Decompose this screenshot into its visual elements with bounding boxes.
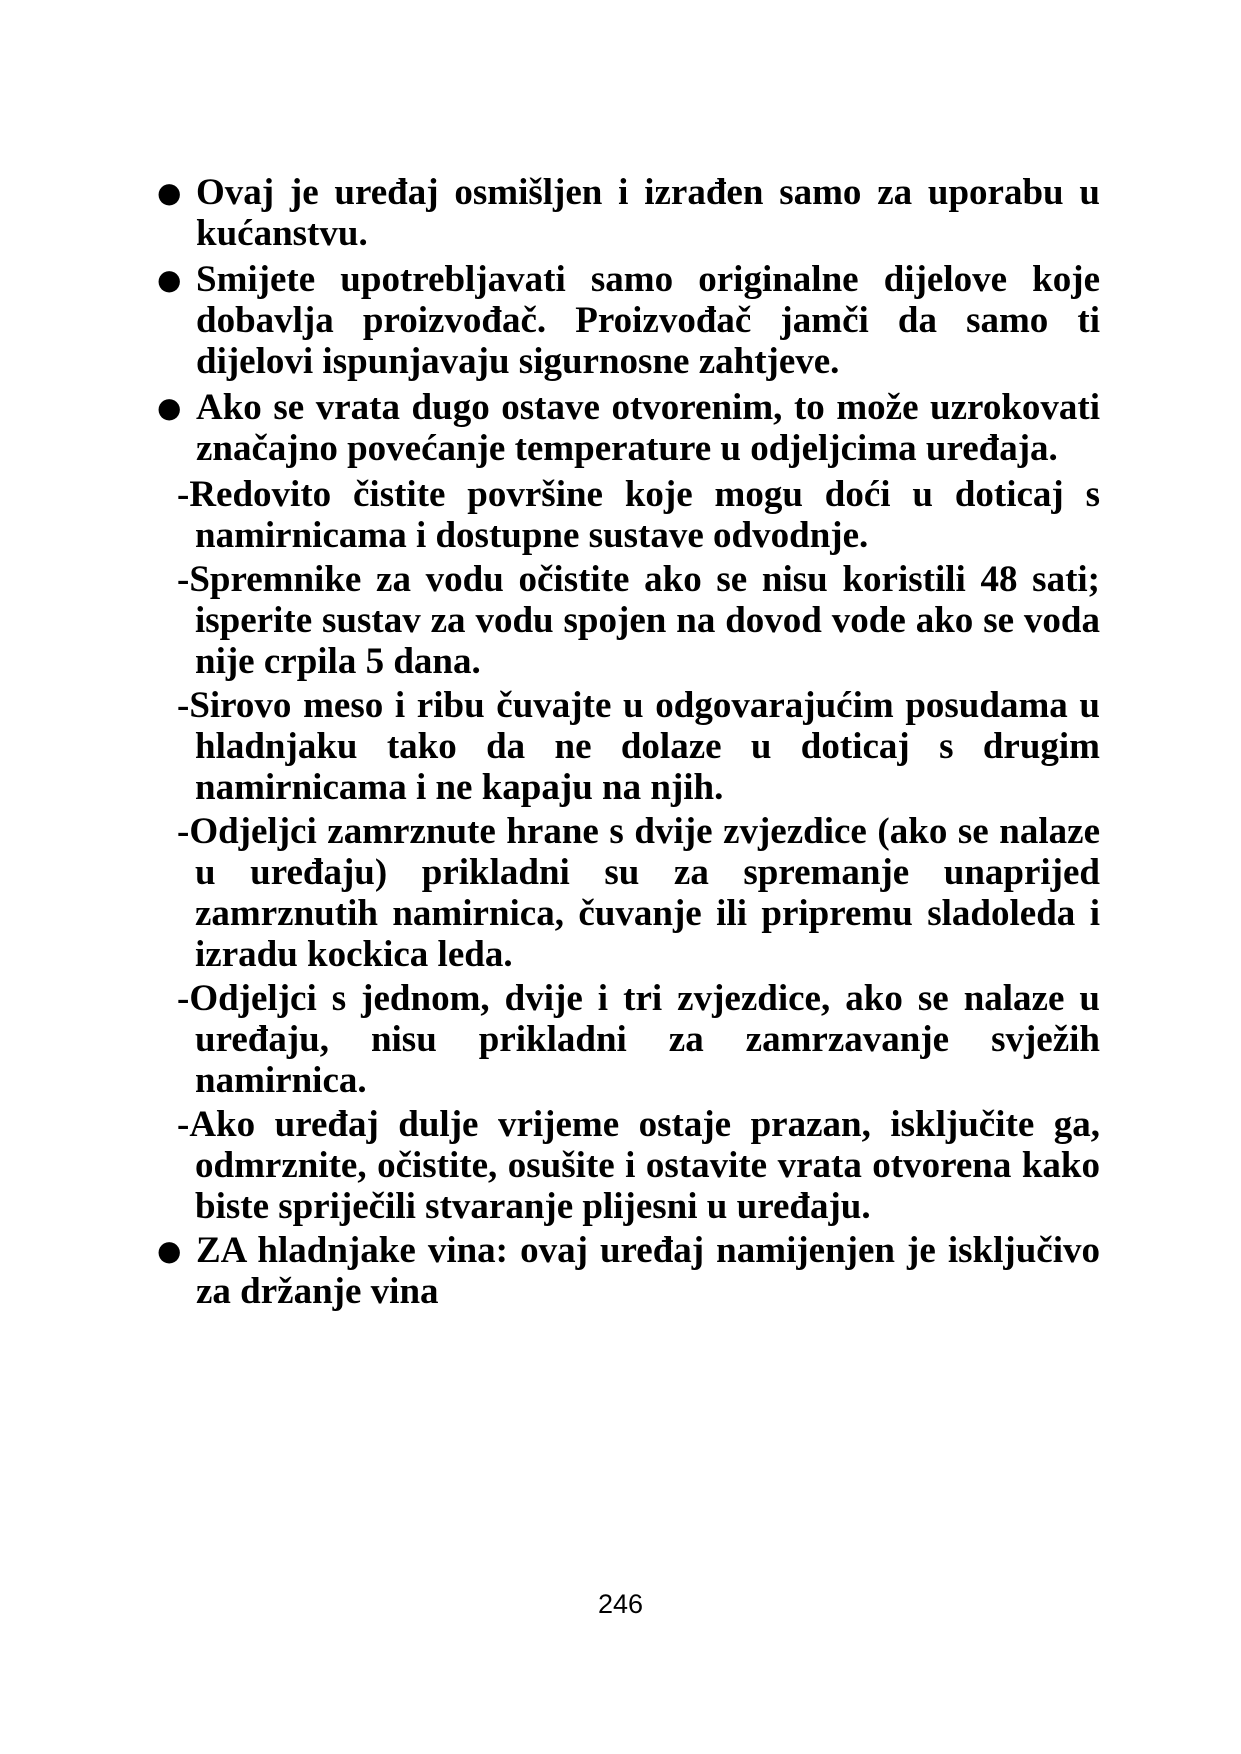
dash-item: -Odjeljci s jednom, dvije i tri zvjezdice, ako se nalaze u uređaju, nisu prikladni za zamrzavanje svježih namirnica. [177, 978, 1100, 1101]
bullet-item [150, 172, 1100, 254]
dash-item: -Odjeljci zamrznute hrane s dvije zvjezdice (ako se nalaze u uređaju) prikladni su za spremanje unaprijed zamrznutih namirnica, čuvanje ili pripremu sladoleda i izradu kockica leda. [177, 811, 1100, 975]
bullet-text: Smijete upotrebljavati samo originalne dijelove koje dobavlja proizvođač. Proizvođač jamči da samo ti dijelovi ispunjavaju sigurnosne zahtjeve. [196, 259, 1100, 382]
bullet-text: Ako se vrata dugo ostave otvorenim, to može uzrokovati značajno povećanje temperature u odjeljcima uređaja. [196, 387, 1100, 469]
bullet-item [150, 259, 1100, 382]
page-number: 246 [597, 1589, 644, 1619]
dash-item: -Ako uređaj dulje vrijeme ostaje prazan, isključite ga, odmrznite, očistite, osušite i ostavite vrata otvorena kako biste spriječili stvaranje plijesni u uređaju. [177, 1104, 1100, 1227]
bullet-icon: ● [157, 176, 182, 209]
dash-item: -Spremnike za vodu očistite ako se nisu koristili 48 sati; isperite sustav za vodu spojen na dovod vode ako se voda nije crpila 5 dana. [177, 559, 1100, 682]
dash-item: -Redovito čistite površine koje mogu doći u doticaj s namirnicama i dostupne sustave odvodnje. [177, 474, 1100, 556]
bullet-text: Ovaj je uređaj osmišljen i izrađen samo za uporabu u kućanstvu. [196, 172, 1100, 254]
bullet-item [150, 387, 1100, 469]
bullet-text: ZA hladnjake vina: ovaj uređaj namijenjen je isključivo za držanje vina [196, 1230, 1100, 1312]
dash-item: -Sirovo meso i ribu čuvajte u odgovarajućim posudama u hladnjaku tako da ne dolaze u doticaj s drugim namirnicama i ne kapaju na njih. [177, 685, 1100, 808]
bullet-icon: ● [157, 391, 182, 424]
content-body [150, 172, 1100, 1317]
bullet-icon: ● [157, 1234, 182, 1267]
bullet-item [150, 1230, 1100, 1312]
bullet-icon: ● [157, 263, 182, 296]
